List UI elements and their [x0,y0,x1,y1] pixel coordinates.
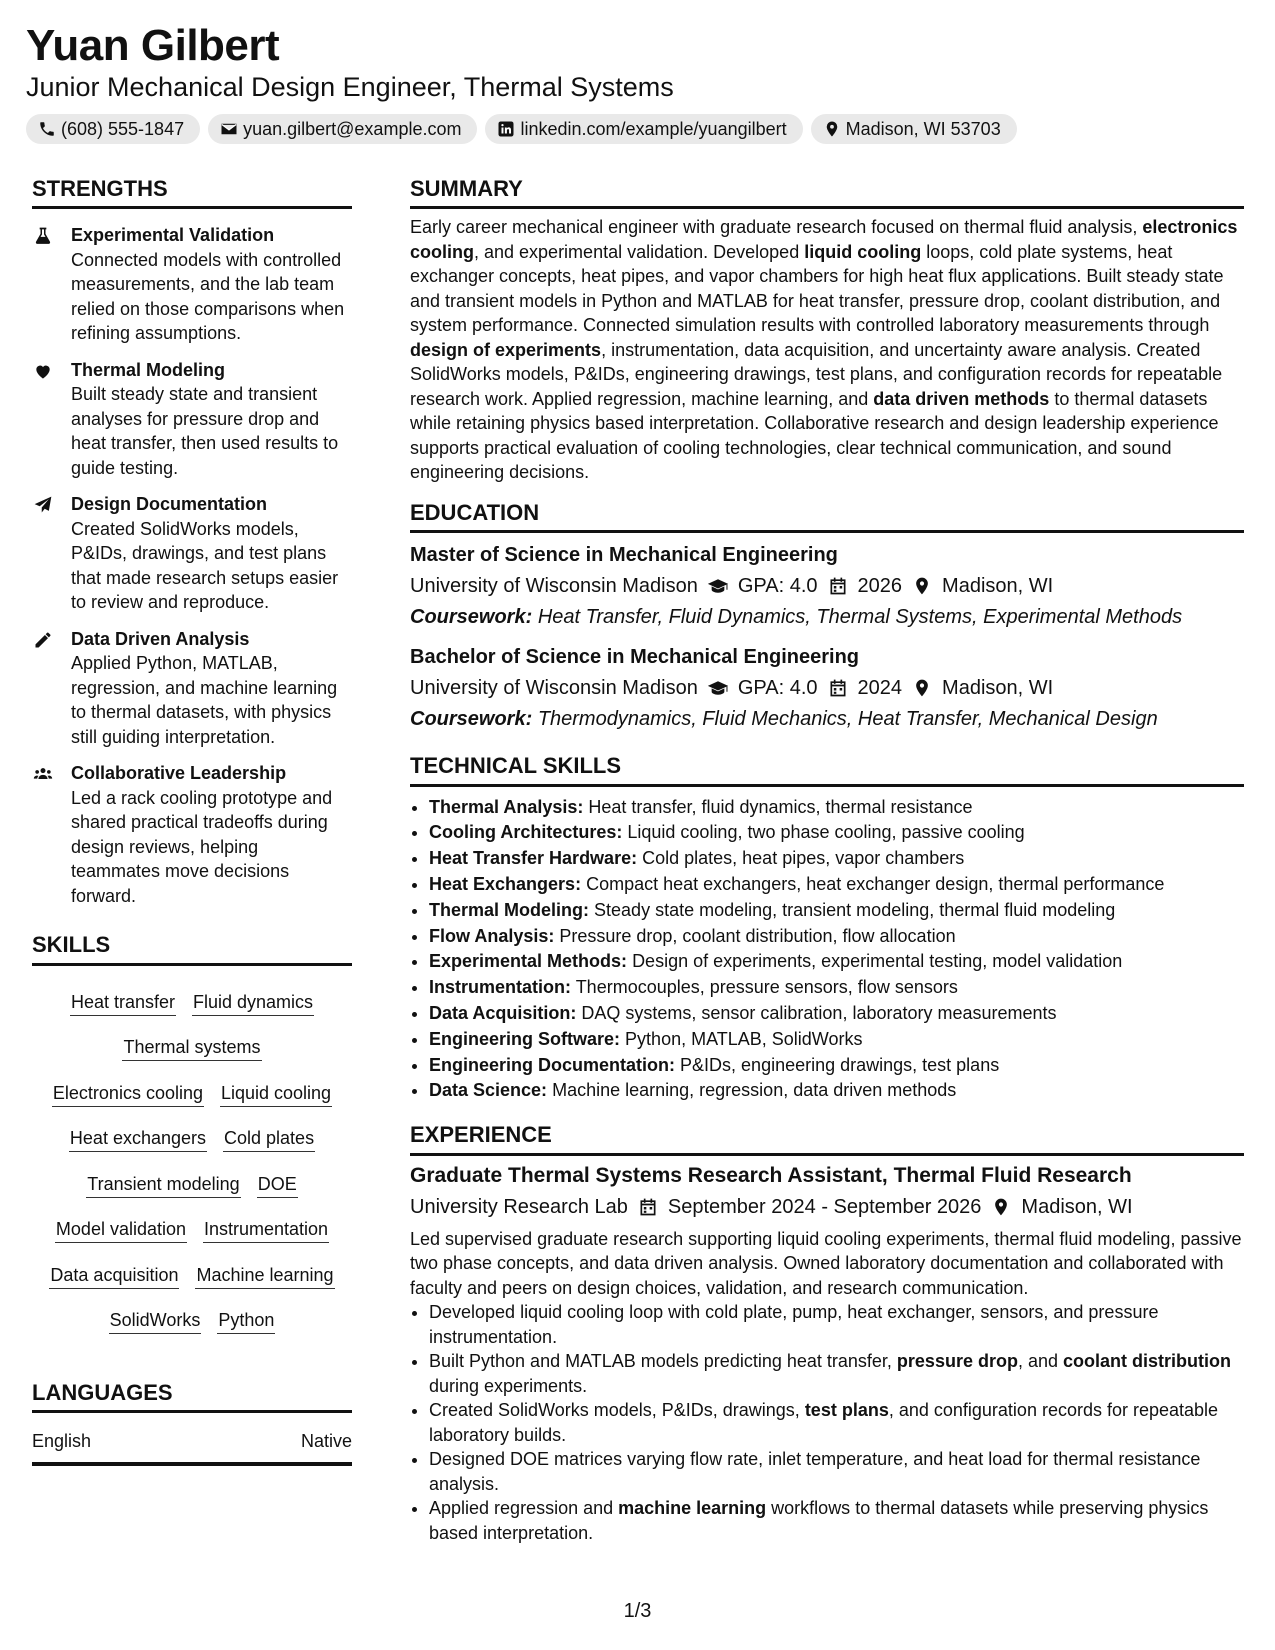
linkedin-text: linkedin.com/example/yuangilbert [520,118,787,139]
bullet-text: , and configuration records for repeatable laboratory builds. [429,1400,1219,1445]
job-meta [410,1193,1244,1221]
gpa: GPA: 4.0 [737,677,818,700]
skill-tag: Instrumentation [203,1218,329,1243]
list-item [429,1300,1244,1349]
strength-text: Connected models with controlled measurements, and the lab team relied on those comparisons when refining assumptions. [71,249,345,344]
bullet-highlight: test plans [804,1400,889,1421]
coursework-label: Coursework: [410,708,533,731]
summary-part: , and experimental validation. Developed [474,241,805,262]
strength-text: Led a rack cooling prototype and shared practical tradeoffs during design reviews, helping teammates move decisions forward. [71,787,333,906]
skills-tag-cloud [32,980,352,1344]
skill-tag: Cold plates [223,1127,315,1152]
summary-part: Early career mechanical engineer with graduate research focused on thermal fluid analysis, [410,217,1143,238]
job-location: Madison, WI [1021,1195,1133,1218]
grad-year: 2024 [857,677,903,700]
location-chip [811,114,1017,144]
bullet-text: Developed liquid cooling loop with cold plate, pump, heat exchanger, sensors, and pressure instrumentation. [429,1302,1159,1347]
summary-heading: SUMMARY [410,176,1244,209]
bullet-highlight: machine learning [618,1498,767,1519]
summary-highlight: data driven methods [873,388,1050,409]
strength-item [32,492,352,615]
job-bullets [410,1300,1244,1545]
skill-tag: Transient modeling [86,1173,240,1198]
skill-tag: Liquid cooling [220,1082,332,1107]
technical-skills-list [410,795,1244,1105]
skills-heading: SKILLS [32,932,352,965]
skill-label: Engineering Documentation: [429,1054,676,1075]
skill-label: Data Acquisition: [429,1003,577,1024]
school-location: Madison, WI [942,677,1054,700]
skill-value: Python, MATLAB, SolidWorks [625,1028,863,1049]
location-pin-icon [911,576,933,596]
education-meta [410,674,1244,702]
skill-tag: Fluid dynamics [192,991,314,1016]
list-item [429,820,1244,846]
gpa: GPA: 4.0 [737,575,818,598]
skill-label: Thermal Analysis: [429,796,584,817]
skills-row [32,1071,352,1117]
email-chip[interactable] [208,114,477,144]
skill-value: Liquid cooling, two phase cooling, passive cooling [627,822,1025,843]
list-item [429,846,1244,872]
skill-value: Heat transfer, fluid dynamics, thermal resistance [588,796,973,817]
education-item [410,643,1244,733]
skill-tag: SolidWorks [109,1309,202,1334]
phone-text: (608) 555-1847 [61,118,185,139]
list-item [429,924,1244,950]
bullet-text: Created SolidWorks models, P&IDs, drawings, [429,1400,805,1421]
skills-row [32,1207,352,1253]
list-item [429,795,1244,821]
summary-highlight: electronics cooling [410,217,1238,262]
phone-chip[interactable] [26,114,200,144]
skill-value: P&IDs, engineering drawings, test plans [680,1054,1000,1075]
phone-icon [38,120,56,138]
strength-text: Created SolidWorks models, P&IDs, drawings, and test plans that made research setups easier to review and reproduce. [71,518,339,613]
bullet-text: , and [1017,1351,1064,1372]
strengths-heading: STRENGTHS [32,176,352,209]
list-item [429,1447,1244,1496]
skill-label: Instrumentation: [429,977,571,998]
skill-tag: Data acquisition [49,1264,179,1289]
list-item [429,1001,1244,1027]
strength-item [32,358,352,481]
language-row [32,1431,352,1466]
school-name: University of Wisconsin Madison [410,677,698,700]
list-item [429,975,1244,1001]
languages-heading: LANGUAGES [32,1380,352,1413]
strength-text: Built steady state and transient analyses for pressure drop and heat transfer, then used results to guide testing. [71,384,339,478]
skill-tag: Heat exchangers [69,1127,207,1152]
skill-value: DAQ systems, sensor calibration, laboratory measurements [581,1003,1057,1024]
job-description: Led supervised graduate research supporting liquid cooling experiments, thermal fluid modeling, passive two phase concepts, and data driven analysis. Owned laboratory documentation and collaborated with faculty and peers on design choices, validation, and research communication. [410,1228,1242,1298]
skill-label: Cooling Architectures: [429,822,623,843]
skill-tag: DOE [257,1173,298,1198]
skill-tag: Model validation [55,1218,187,1243]
list-item [429,1053,1244,1079]
degree-title: Bachelor of Science in Mechanical Engineering [410,646,860,669]
strength-title: Data Driven Analysis [71,628,250,649]
coursework-label: Coursework: [410,606,533,629]
bullet-text: Designed DOE matrices varying flow rate, inlet temperature, and heat load for thermal resistance analysis. [429,1449,1201,1494]
paper-plane-icon [32,495,54,515]
list-item [429,1027,1244,1053]
skill-label: Experimental Methods: [429,951,628,972]
candidate-role: Junior Mechanical Design Engineer, Thermal Systems [26,72,674,102]
calendar-icon [637,1197,659,1217]
left-column [32,176,352,1466]
summary-part: to thermal datasets while retaining physics based interpretation. Collaborative research and design leadership experience supports practical evaluation of cooling technologies, clear technical communication, and sound engineering decisions. [410,388,1219,483]
contact-bar [26,114,1017,144]
skill-label: Heat Exchangers: [429,874,582,895]
skill-value: Pressure drop, coolant distribution, flow allocation [559,925,956,946]
skills-row [32,1025,352,1071]
list-item [429,898,1244,924]
education-item [410,541,1244,631]
strength-item [32,223,352,346]
summary-part: , instrumentation, data acquisition, and uncertainty aware analysis. Created SolidWorks models, P&IDs, engineering drawings, test plans, and configuration records for repeatable research work. Applied regression, machine learning, and [410,339,1223,409]
skill-value: Thermocouples, pressure sensors, flow sensors [575,977,958,998]
school-name: University of Wisconsin Madison [410,575,698,598]
education-heading: EDUCATION [410,500,1244,533]
linkedin-chip[interactable] [485,114,802,144]
strength-item [32,627,352,750]
strength-title: Collaborative Leadership [71,763,287,784]
skills-row [32,980,352,1026]
education-meta [410,572,1244,600]
skill-tag: Python [217,1309,275,1334]
location-pin-icon [990,1197,1012,1217]
list-item [429,1496,1244,1545]
skills-row [32,1253,352,1299]
skill-label: Thermal Modeling: [429,899,590,920]
skill-value: Cold plates, heat pipes, vapor chambers [642,848,965,869]
skill-tag: Heat transfer [70,991,176,1016]
skill-label: Data Science: [429,1080,548,1101]
location-pin-icon [823,120,841,138]
list-item [429,1398,1244,1447]
graduation-cap-icon [707,678,729,698]
page-number: 1/3 [623,1600,652,1622]
strength-item [32,761,352,908]
pencil-icon [32,630,54,650]
skill-tag: Thermal systems [122,1036,261,1061]
job-title: Graduate Thermal Systems Research Assistant, Thermal Fluid Research [410,1163,1132,1187]
bullet-text: workflows to thermal datasets while preserving physics based interpretation. [429,1498,1209,1543]
summary-text [410,215,1244,485]
location-text: Madison, WI 53703 [845,118,1001,139]
skills-row [32,1298,352,1344]
bullet-text: during experiments. [429,1375,588,1396]
skill-value: Machine learning, regression, data driven methods [552,1080,957,1101]
summary-part: loops, cold plate systems, heat exchanger concepts, heat pipes, and vapor chambers for high heat flux applications. Built steady state and transient models in Python and MATLAB for heat transfer, pressure drop, coolant distribution, and system performance. Connected simulation results with controlled laboratory measurements through [410,241,1224,336]
skill-tag: Electronics cooling [52,1082,204,1107]
skill-label: Flow Analysis: [429,925,555,946]
heart-icon [32,361,54,381]
summary-highlight: liquid cooling [804,241,922,262]
skill-label: Engineering Software: [429,1028,621,1049]
list-item [429,1349,1244,1398]
language-level: Native [300,1431,352,1452]
list-item [429,1078,1244,1104]
summary-highlight: design of experiments [410,339,602,360]
envelope-icon [220,120,238,138]
experience-item [410,1162,1244,1546]
calendar-icon [827,576,849,596]
list-item [429,949,1244,975]
skill-value: Compact heat exchangers, heat exchanger design, thermal performance [586,874,1165,895]
skills-row [32,1162,352,1208]
graduation-cap-icon [707,576,729,596]
experience-heading: EXPERIENCE [410,1122,1244,1155]
skills-row [32,1116,352,1162]
grad-year: 2026 [857,575,903,598]
strength-title: Thermal Modeling [71,359,226,380]
coursework [410,705,1244,733]
skill-value: Steady state modeling, transient modeling, thermal fluid modeling [594,899,1116,920]
language-name: English [32,1431,92,1452]
linkedin-icon [497,120,515,138]
technical-skills-heading: TECHNICAL SKILLS [410,753,1244,786]
bullet-highlight: pressure drop [896,1351,1018,1372]
skill-value: Design of experiments, experimental testing, model validation [632,951,1123,972]
school-location: Madison, WI [942,575,1054,598]
degree-title: Master of Science in Mechanical Engineering [410,544,838,567]
strength-text: Applied Python, MATLAB, regression, and machine learning to thermal datasets, with physics still guiding interpretation. [71,653,338,747]
strength-title: Experimental Validation [71,225,275,246]
strength-title: Design Documentation [71,494,268,515]
list-item [429,872,1244,898]
employer: University Research Lab [410,1195,628,1218]
bullet-text: Applied regression and [429,1498,619,1519]
coursework [410,603,1244,631]
bullet-highlight: coolant distribution [1063,1351,1232,1372]
right-column [410,176,1244,1545]
location-pin-icon [911,678,933,698]
email-text: yuan.gilbert@example.com [243,118,462,139]
calendar-icon [827,678,849,698]
coursework-list: Thermodynamics, Fluid Mechanics, Heat Transfer, Mechanical Design [537,708,1158,731]
flask-icon [32,226,54,246]
skill-tag: Machine learning [195,1264,334,1289]
users-icon [32,764,54,784]
skill-label: Heat Transfer Hardware: [429,848,638,869]
bullet-text: Built Python and MATLAB models predicting heat transfer, [429,1351,897,1372]
candidate-name: Yuan Gilbert [26,21,280,70]
coursework-list: Heat Transfer, Fluid Dynamics, Thermal Systems, Experimental Methods [537,606,1183,629]
job-dates: September 2024 - September 2026 [667,1195,982,1218]
